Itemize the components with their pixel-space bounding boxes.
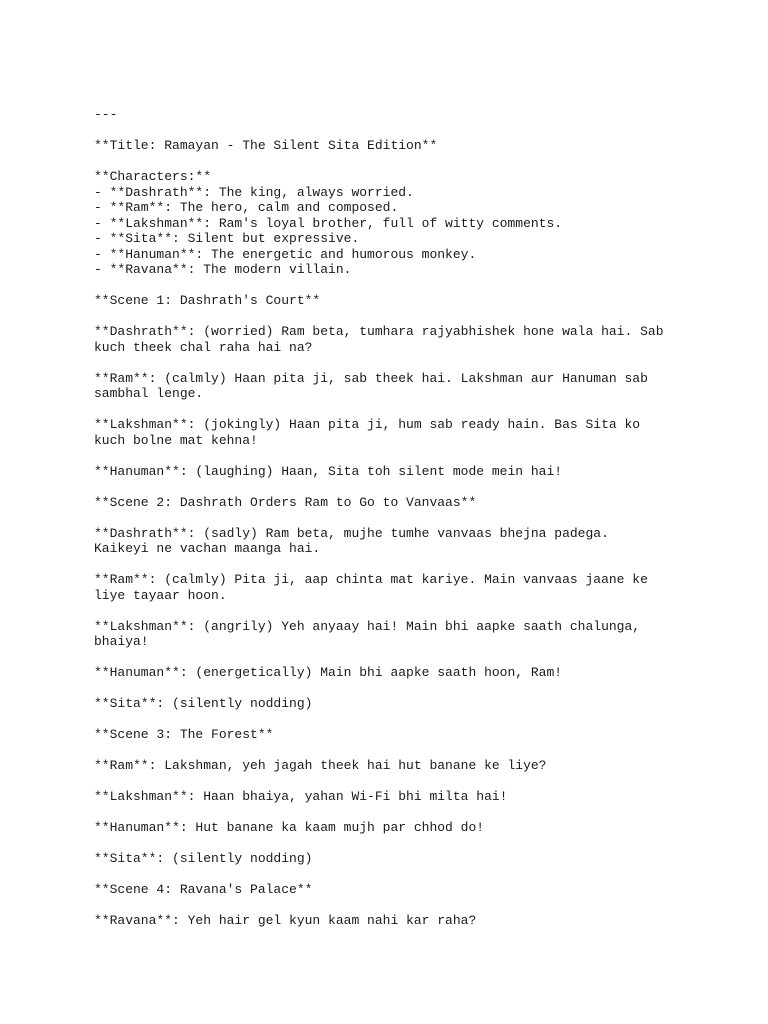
dialogue-line: **Dashrath**: (worried) Ram beta, tumhara rajyabhishek hone wala hai. Sab kuch theek chal raha hai na? (94, 324, 664, 355)
scene-4-heading: **Scene 4: Ravana's Palace** (94, 882, 313, 897)
scene-1-heading: **Scene 1: Dashrath's Court** (94, 293, 321, 308)
character-item: - **Sita**: Silent but expressive. (94, 231, 360, 246)
character-item: - **Ravana**: The modern villain. (94, 262, 352, 277)
scene-2-heading: **Scene 2: Dashrath Orders Ram to Go to Vanvaas** (94, 494, 477, 510)
dialogue-line: **Lakshman**: Haan bhaiya, yahan Wi-Fi bhi milta hai! (94, 789, 508, 804)
dialogue-line: **Sita**: (silently nodding) (94, 851, 313, 866)
character-item: - **Dashrath**: The king, always worried. (94, 184, 414, 200)
characters-heading: **Characters:** (94, 169, 212, 184)
dialogue-line: **Ram**: Lakshman, yeh jagah theek hai hut banane ke liye? (94, 758, 547, 773)
dialogue-line: **Lakshman**: (angrily) Yeh anyaay hai! Main bhi aapke saath chalunga, bhaiya! (94, 618, 641, 649)
character-item: - **Ram**: The hero, calm and composed. (94, 200, 399, 215)
scene-3-heading: **Scene 3: The Forest** (94, 727, 274, 742)
dialogue-line: **Hanuman**: (energetically) Main bhi aapke saath hoon, Ram! (94, 665, 563, 680)
character-item: - **Hanuman**: The energetic and humorous monkey. (94, 246, 477, 262)
dialogue-line: **Sita**: (silently nodding) (94, 696, 313, 711)
character-item: - **Lakshman**: Ram's loyal brother, full of witty comments. (94, 215, 563, 231)
script-text (94, 107, 734, 929)
dialogue-line: **Ravana**: Yeh hair gel kyun kaam nahi kar raha? (94, 913, 477, 928)
dialogue-line: **Ram**: (calmly) Haan pita ji, sab theek hai. Lakshman aur Hanuman sab sambhal lenge. (94, 370, 648, 401)
separator-line: --- (94, 107, 118, 122)
dialogue-line: **Hanuman**: (laughing) Haan, Sita toh silent mode mein hai! (94, 463, 563, 479)
document-title: **Title: Ramayan - The Silent Sita Edition** (94, 138, 438, 153)
dialogue-line: **Hanuman**: Hut banane ka kaam mujh par chhod do! (94, 820, 485, 835)
dialogue-line: **Ram**: (calmly) Pita ji, aap chinta mat kariye. Main vanvaas jaane ke liye tayaar hoon. (94, 572, 648, 603)
dialogue-line: **Dashrath**: (sadly) Ram beta, mujhe tumhe vanvaas bhejna padega. Kaikeyi ne vachan maanga hai. (94, 525, 609, 556)
dialogue-line: **Lakshman**: (jokingly) Haan pita ji, hum sab ready hain. Bas Sita ko kuch bolne mat kehna! (94, 417, 641, 448)
